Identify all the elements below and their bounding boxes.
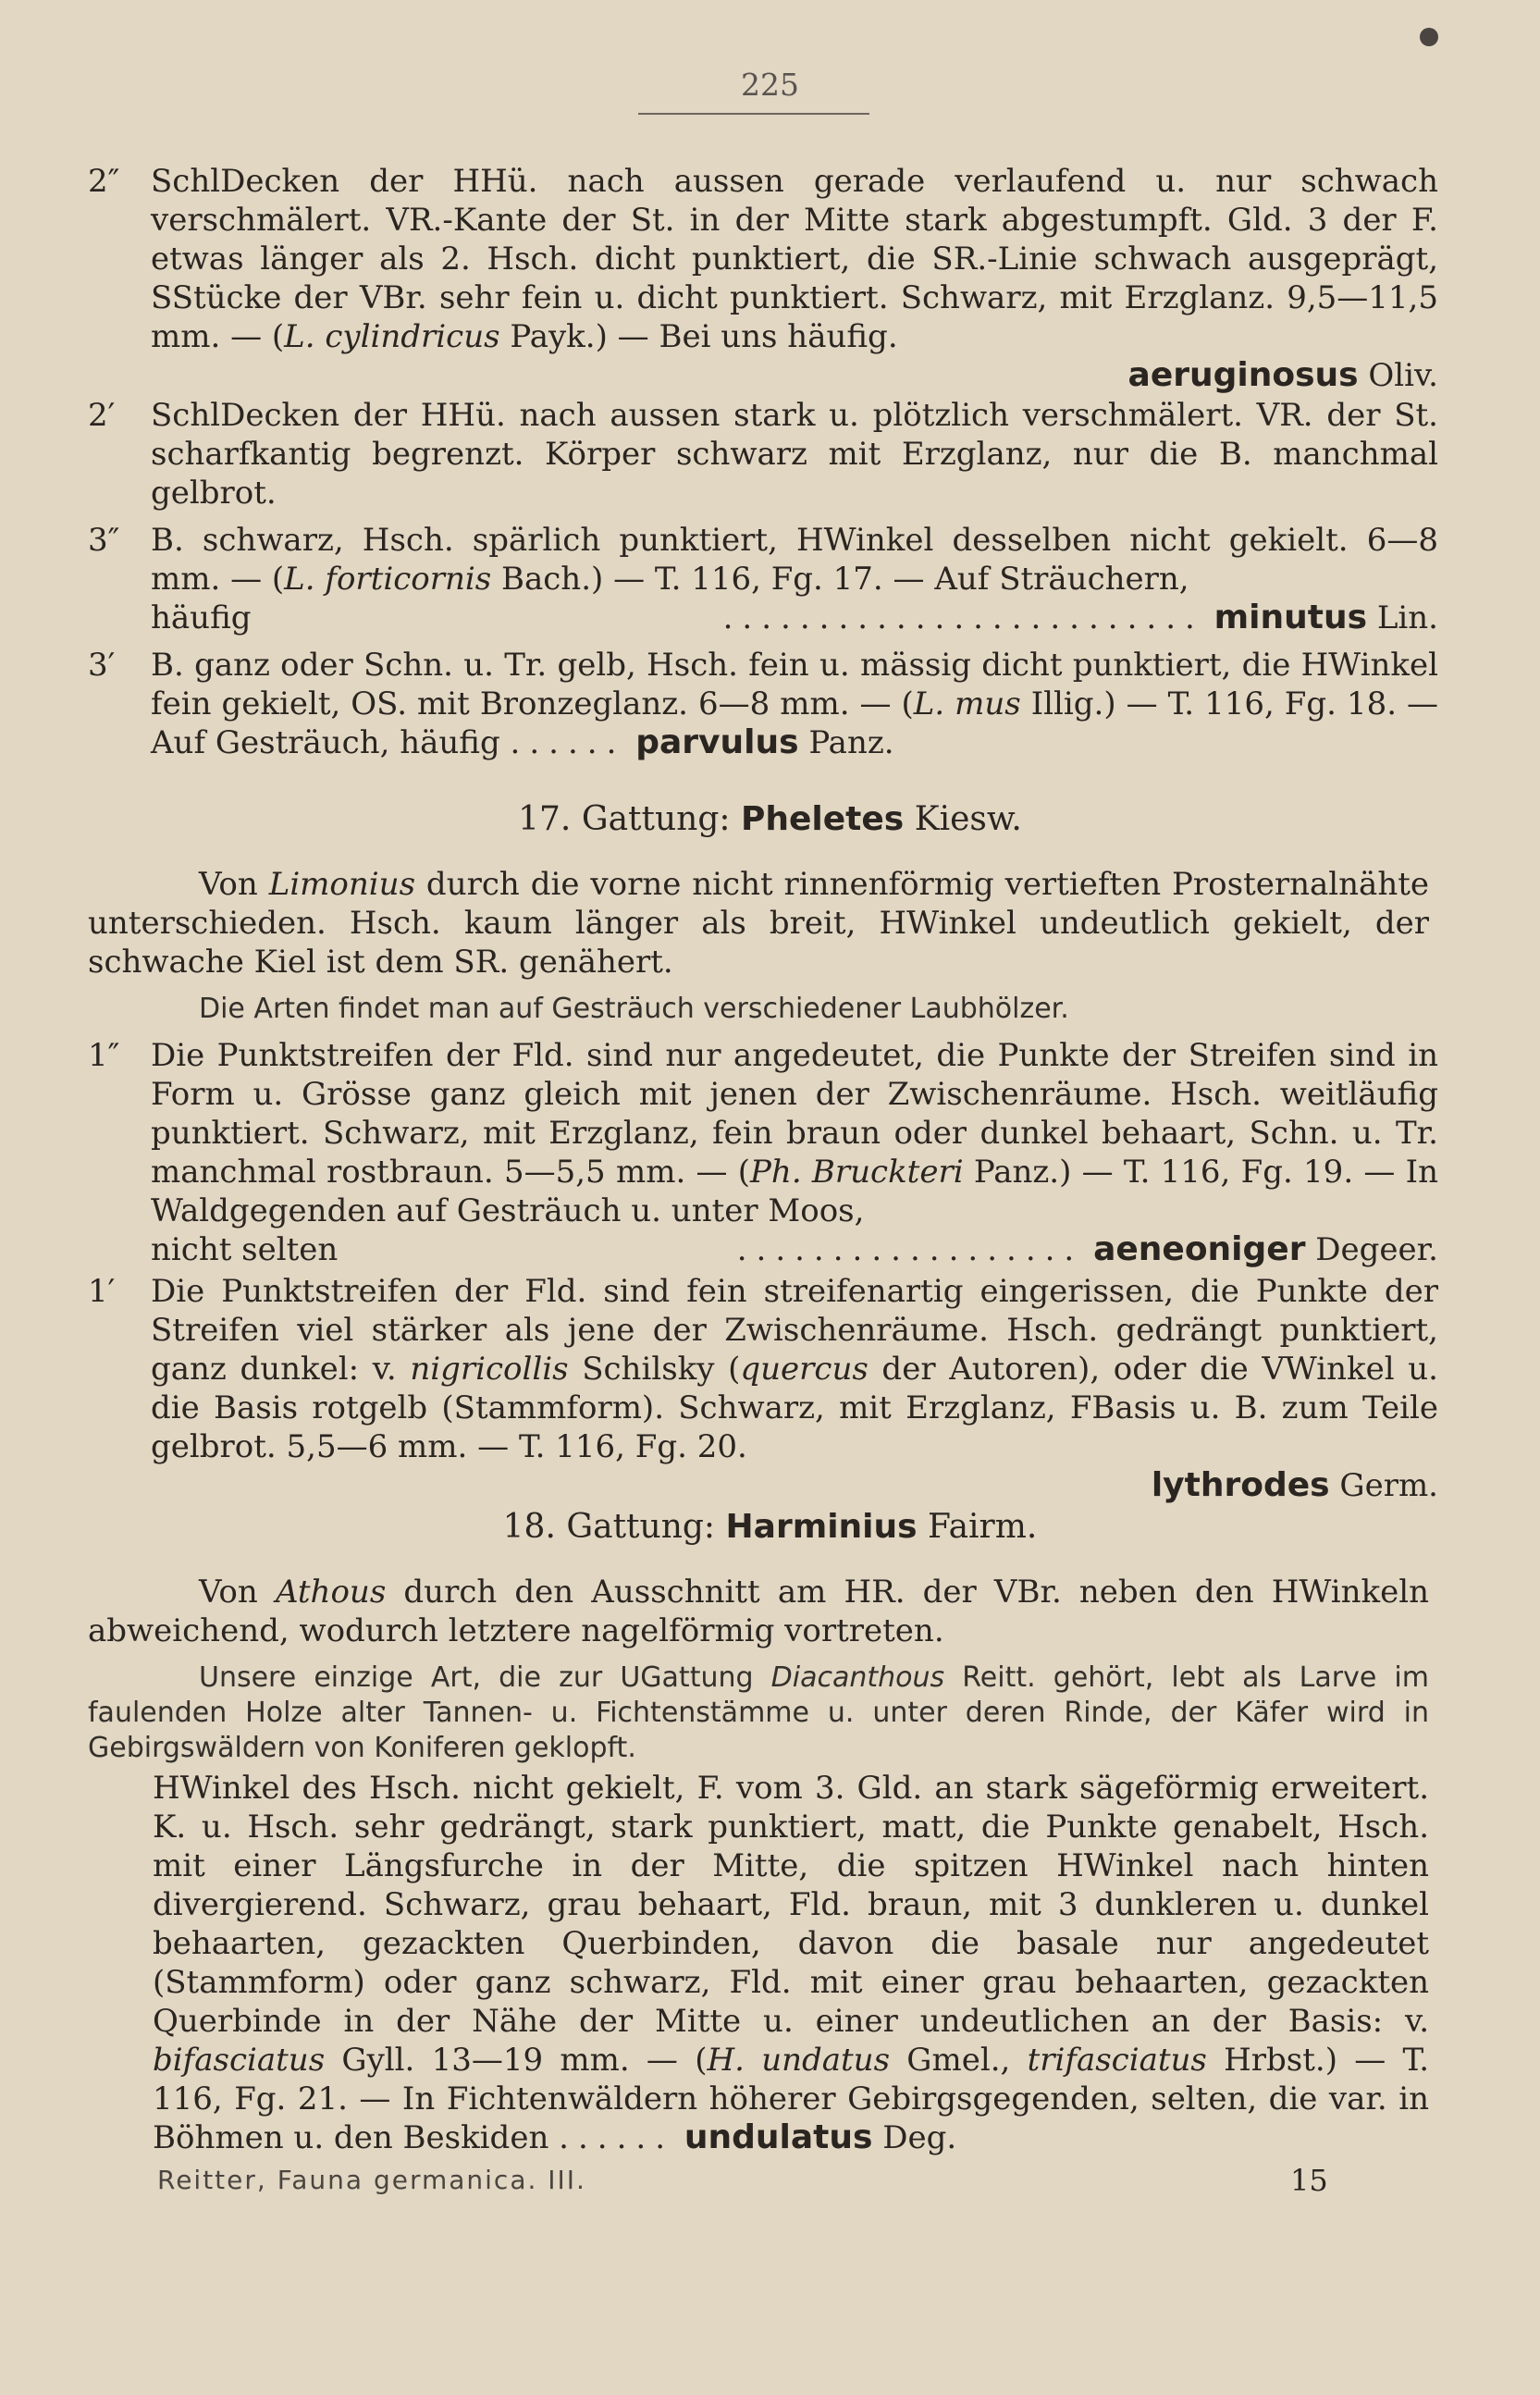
- genus-heading-17: 17. Gattung: Pheletes Kiesw.: [518, 800, 1022, 838]
- species-name: lythrodes Germ.: [1151, 1466, 1438, 1504]
- footer-signature-number: 15: [1290, 2163, 1328, 2198]
- entry-text: SchlDecken der HHü. nach aussen stark u. plötzlich verschmälert. VR. der St. scharfkantig begrenzt. Körper schwarz mit Erzglanz, nur die B. manchmal gelbrot.: [151, 397, 1438, 512]
- entry-text: Die Punktstreifen der Fld. sind fein streifenartig eingerissen, die Punkte der Streifen viel stärker als jene der Zwischenräume. Hsch. gedrängt punktiert, ganz dunkel: v. nigricollis Schilsky (quercus der Autoren), oder die VWinkel u. die Basis rotgelb (Stammform). Schwarz, mit Erzglanz, FBasis u. B. zum Teile gelbrot. 5,5—6 mm. — T. 116, Fg. 20.: [151, 1273, 1438, 1465]
- entry-text: Die Punktstreifen der Fld. sind nur angedeutet, die Punkte der Streifen sind in Form u. Grösse ganz gleich mit jenen der Zwischenräume. Hsch. weitläufig punktiert. Schwarz, mit Erzglanz, fein braun oder dunkel behaart, Schn. u. Tr. manchmal rostbraun. 5—5,5 mm. — (Ph. Bruckteri Panz.) — T. 116, Fg. 19. — In Waldgegenden auf Gesträuch u. unter Moos,: [151, 1037, 1438, 1229]
- entry-number: 3′: [88, 647, 116, 684]
- genus-18-note: Unsere einzige Art, die zur UGattung Diacanthous Reitt. gehört, lebt als Larve im faulenden Holze alter Tannen- u. Fichtenstämme u. unter deren Rinde, der Käfer wird in Gebirgswäldern von Koniferen geklopft.: [88, 1661, 1429, 1764]
- ink-spot: [1420, 28, 1438, 46]
- genus-18-description: Von Athous durch den Ausschnitt am HR. der VBr. neben den HWinkeln abweichend, wodurch letztere nagelförmig vortreten.: [88, 1574, 1429, 1649]
- key-entry-2-single: [88, 396, 1438, 512]
- genus-18-species-text: HWinkel des Hsch. nicht gekielt, F. vom 3. Gld. an stark sägeförmig erweitert. K. u. Hsch. sehr gedrängt, stark punktiert, matt, die Punkte genabelt, Hsch. mit einer Längsfurche in der Mitte, die spitzen HWinkel nach hinten divergierend. Schwarz, grau behaart, Fld. braun, mit 3 dunkleren u. dunkel behaarten, gezackten Querbinden, davon die basale nur angedeutet (Stammform) oder ganz schwarz, Fld. mit einer grau behaarten, gezackten Querbinde in der Nähe der Mitte u. einer undeutlichen an der Basis: v. bifasciatus Gyll. 13—19 mm. — (H. undatus Gmel., trifasciatus Hrbst.) — T. 116, Fg. 21. — In Fichtenwäldern höherer Gebirgsgegenden, selten, die var. in Böhmen u. den Beskiden ...... undulatus Deg.: [153, 1770, 1430, 2156]
- entry-number: 2′: [88, 397, 116, 434]
- entry-text: SchlDecken der HHü. nach aussen gerade verlaufend u. nur schwach verschmälert. VR.-Kante der St. in der Mitte stark abgestumpft. Gld. 3 der F. etwas länger als 2. Hsch. dicht punktiert, die SR.-Linie schwach ausgeprägt, SStücke der VBr. sehr fein u. dicht punktiert. Schwarz, mit Erzglanz. 9,5—11,5 mm. — (L. cylindricus Payk.) — Bei uns häufig.: [151, 163, 1438, 355]
- genus-heading-18: 18. Gattung: Harminius Fairm.: [502, 1508, 1038, 1546]
- key-entry-1-single: [88, 1272, 1438, 1505]
- key-entry-3-double: [88, 521, 1438, 637]
- entry-number: 2″: [88, 163, 120, 200]
- header-rule: [638, 113, 869, 115]
- species-name: aeruginosus Oliv.: [1127, 356, 1438, 394]
- genus-17-description: Von Limonius durch die vorne nicht rinnenförmig vertieften Prosternalnähte unterschieden. Hsch. kaum länger als breit, HWinkel undeutlich gekielt, der schwache Kiel ist dem SR. genähert.: [88, 866, 1430, 981]
- key-entry-2-double: [88, 162, 1438, 395]
- key-entry-1-double: [88, 1036, 1438, 1269]
- entry-number: 3″: [88, 522, 120, 559]
- species-name: häufig ......................... minutus Lin.: [151, 599, 1438, 636]
- entry-text: B. schwarz, Hsch. spärlich punktiert, HWinkel desselben nicht gekielt. 6—8 mm. — (L. forticornis Bach.) — T. 116, Fg. 17. — Auf Sträuchern,: [151, 522, 1438, 598]
- page-number: 225: [741, 67, 799, 103]
- genus-17-note: Die Arten findet man auf Gesträuch verschiedener Laubhölzer.: [199, 993, 1069, 1025]
- entry-number: 1″: [88, 1037, 120, 1074]
- key-entry-3-single: [88, 646, 1438, 762]
- footer-citation: Reitter, Fauna germanica. III.: [157, 2165, 586, 2195]
- entry-number: 1′: [88, 1273, 116, 1310]
- species-name: nicht selten .................. aeneoniger Degeer.: [151, 1230, 1438, 1268]
- entry-text: B. ganz oder Schn. u. Tr. gelb, Hsch. fein u. mässig dicht punktiert, die HWinkel fein gekielt, OS. mit Bronzeglanz. 6—8 mm. — (L. mus Illig.) — T. 116, Fg. 18. — Auf Gesträuch, häufig ...... parvulus Panz.: [151, 647, 1438, 761]
